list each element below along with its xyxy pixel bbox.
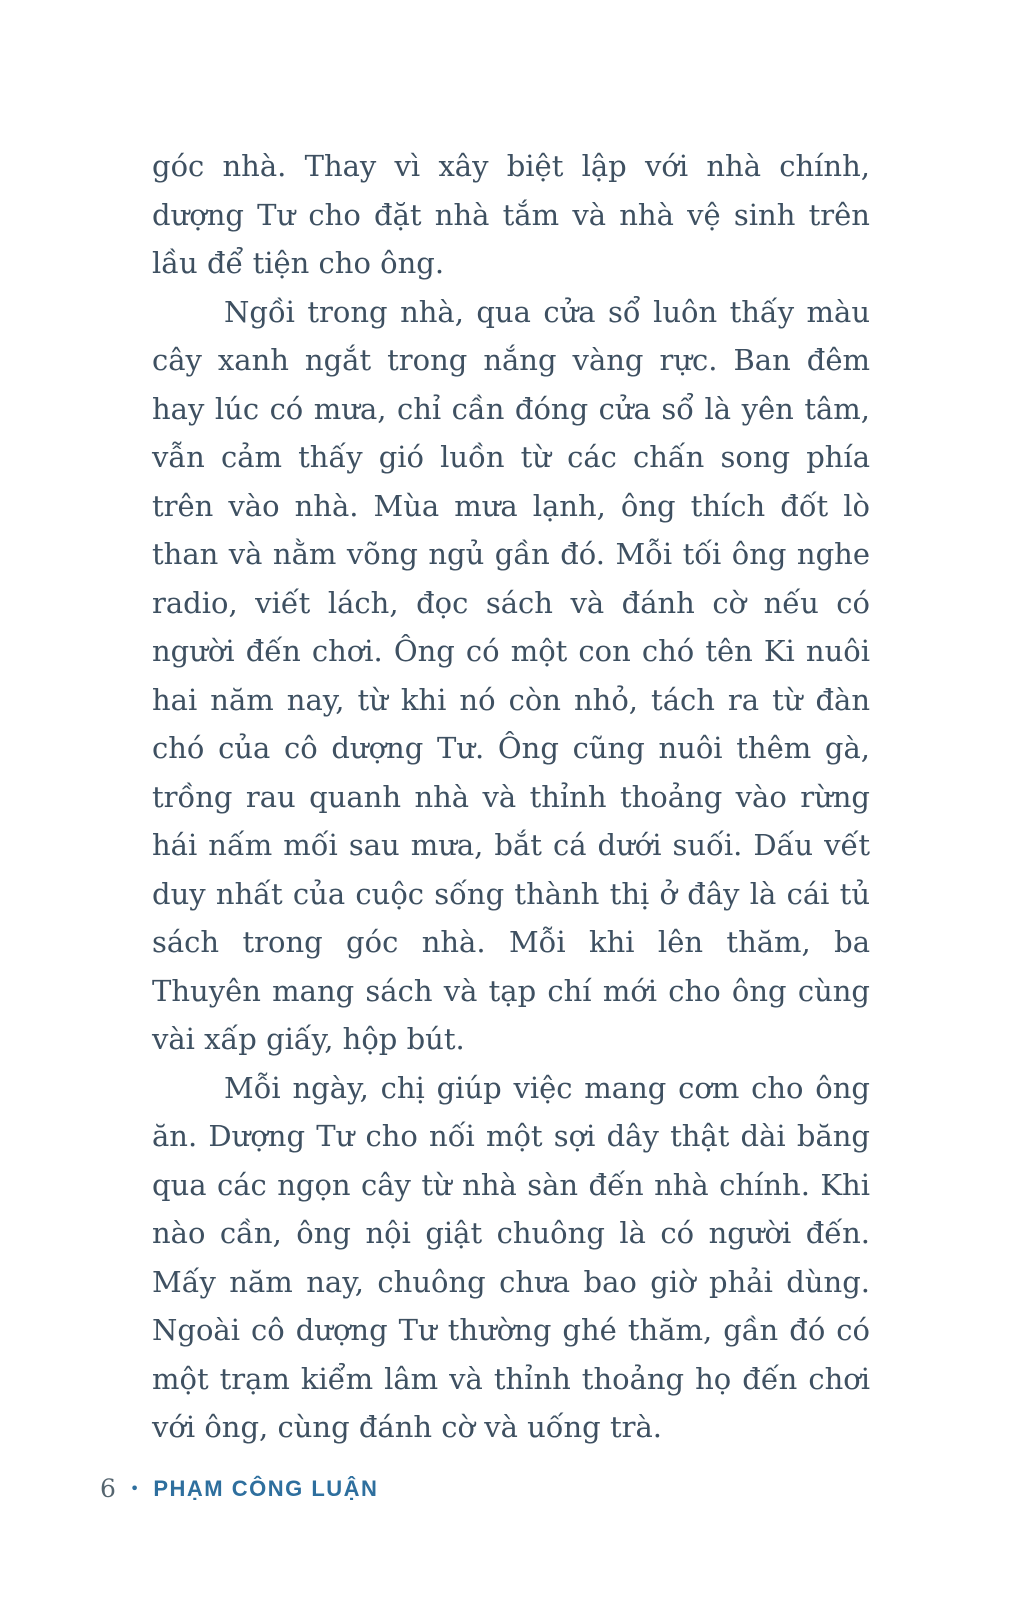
page-number: 6 — [100, 1474, 116, 1503]
bullet-separator-icon: • — [129, 1478, 140, 1498]
paragraph: Mỗi ngày, chị giúp việc mang cơm cho ông ăn. Dượng Tư cho nối một sợi dây thật dài băng qua các ngọn cây từ nhà sàn đến nhà chính. Khi nào cần, ông nội giật chuông là có người đến. Mấy năm nay, chuông chưa bao giờ phải dùng. Ngoài cô dượng Tư thường ghé thăm, gần đó có một trạm kiểm lâm và thỉnh thoảng họ đến chơi với ông, cùng đánh cờ và uống trà. — [152, 1070, 870, 1444]
page-footer — [100, 1474, 378, 1503]
paragraph: Ngồi trong nhà, qua cửa sổ luôn thấy màu cây xanh ngắt trong nắng vàng rực. Ban đêm hay lúc có mưa, chỉ cần đóng cửa sổ là yên tâm, vẫn cảm thấy gió luồn từ các chấn song phía trên vào nhà. Mùa mưa lạnh, ông thích đốt lò than và nằm võng ngủ gần đó. Mỗi tối ông nghe radio, viết lách, đọc sách và đánh cờ nếu có người đến chơi. Ông có một con chó tên Ki nuôi hai năm nay, từ khi nó còn nhỏ, tách ra từ đàn chó của cô dượng Tư. Ông cũng nuôi thêm gà, trồng rau quanh nhà và thỉnh thoảng vào rừng hái nấm mối sau mưa, bắt cá dưới suối. Dấu vết duy nhất của cuộc sống thành thị ở đây là cái tủ sách trong góc nhà. Mỗi khi lên thăm, ba Thuyên mang sách và tạp chí mới cho ông cùng vài xấp giấy, hộp bút. — [152, 294, 870, 1056]
body-text — [152, 142, 870, 1452]
author-name: PHẠM CÔNG LUẬN — [153, 1475, 379, 1501]
paragraph-continuation: góc nhà. Thay vì xây biệt lập với nhà chính, dượng Tư cho đặt nhà tắm và nhà vệ sinh trên lầu để tiện cho ông. — [152, 149, 870, 280]
